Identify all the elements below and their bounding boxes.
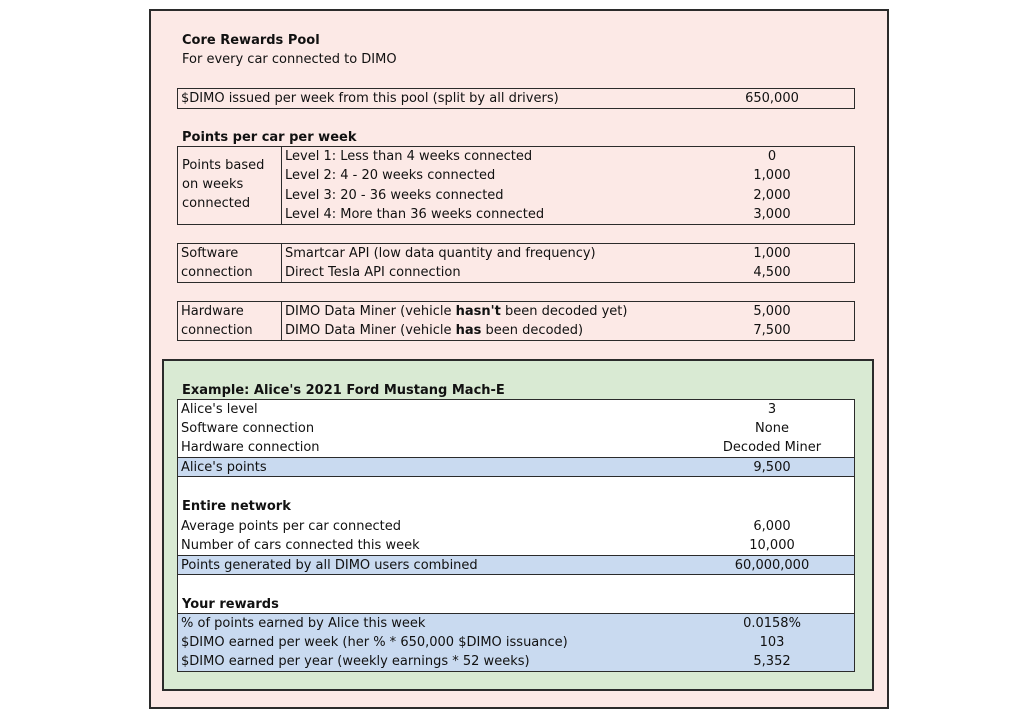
- example-label: Software connection: [181, 421, 315, 436]
- weeks-category-line: on weeks: [182, 177, 244, 192]
- level-label: Level 4: More than 36 weeks connected: [285, 207, 545, 222]
- network-value: 6,000: [753, 519, 791, 534]
- rewards-value: 0.0158%: [743, 616, 801, 631]
- rewards-value: 103: [759, 635, 785, 650]
- example-value: None: [755, 421, 789, 436]
- hardware-label: DIMO Data Miner (vehicle hasn't been decoded yet): [285, 304, 628, 319]
- software-value: 1,000: [753, 246, 791, 261]
- software-value: 4,500: [753, 265, 791, 280]
- level-value: 1,000: [753, 168, 791, 183]
- core-subtitle: For every car connected to DIMO: [182, 52, 397, 67]
- hardware-value: 7,500: [753, 323, 791, 338]
- example-label: Hardware connection: [181, 440, 320, 455]
- rewards-label: $DIMO earned per year (weekly earnings * 52 weeks): [181, 654, 530, 669]
- example-value: 3: [767, 402, 777, 417]
- network-label: Number of cars connected this week: [181, 538, 420, 553]
- software-category-line: Software: [181, 246, 239, 261]
- weeks-divider: [281, 146, 282, 225]
- software-label: Smartcar API (low data quantity and frequency): [285, 246, 596, 261]
- network-total-label: Points generated by all DIMO users combined: [181, 558, 478, 573]
- level-label: Level 1: Less than 4 weeks connected: [285, 149, 533, 164]
- hardware-category-line: connection: [181, 323, 253, 338]
- hardware-value: 5,000: [753, 304, 791, 319]
- software-category-line: connection: [181, 265, 253, 280]
- level-value: 3,000: [753, 207, 791, 222]
- alice-points-label: Alice's points: [181, 460, 267, 475]
- software-divider: [281, 243, 282, 283]
- example-value: Decoded Miner: [722, 440, 822, 455]
- rewards-label: % of points earned by Alice this week: [181, 616, 426, 631]
- software-label: Direct Tesla API connection: [285, 265, 461, 280]
- issued-label: $DIMO issued per week from this pool (split by all drivers): [181, 91, 559, 106]
- network-label: Average points per car connected: [181, 519, 401, 534]
- hardware-label: DIMO Data Miner (vehicle has been decoded): [285, 323, 584, 338]
- hardware-category-line: Hardware: [181, 304, 244, 319]
- level-label: Level 3: 20 - 36 weeks connected: [285, 188, 504, 203]
- level-label: Level 2: 4 - 20 weeks connected: [285, 168, 496, 183]
- issued-value: 650,000: [745, 91, 799, 106]
- weeks-category-line: Points based: [182, 158, 265, 173]
- network-total-value: 60,000,000: [734, 558, 810, 573]
- rewards-heading: Your rewards: [182, 597, 279, 612]
- example-title: Example: Alice's 2021 Ford Mustang Mach-E: [182, 383, 505, 398]
- core-title: Core Rewards Pool: [182, 33, 320, 48]
- level-value: 0: [767, 149, 777, 164]
- network-value: 10,000: [749, 538, 795, 553]
- example-label: Alice's level: [181, 402, 258, 417]
- alice-points-value: 9,500: [753, 460, 791, 475]
- rewards-value: 5,352: [753, 654, 791, 669]
- rewards-label: $DIMO earned per week (her % * 650,000 $DIMO issuance): [181, 635, 568, 650]
- hardware-divider: [281, 301, 282, 341]
- weeks-category-line: connected: [182, 196, 251, 211]
- points-heading: Points per car per week: [182, 130, 357, 145]
- network-heading: Entire network: [182, 499, 291, 514]
- level-value: 2,000: [753, 188, 791, 203]
